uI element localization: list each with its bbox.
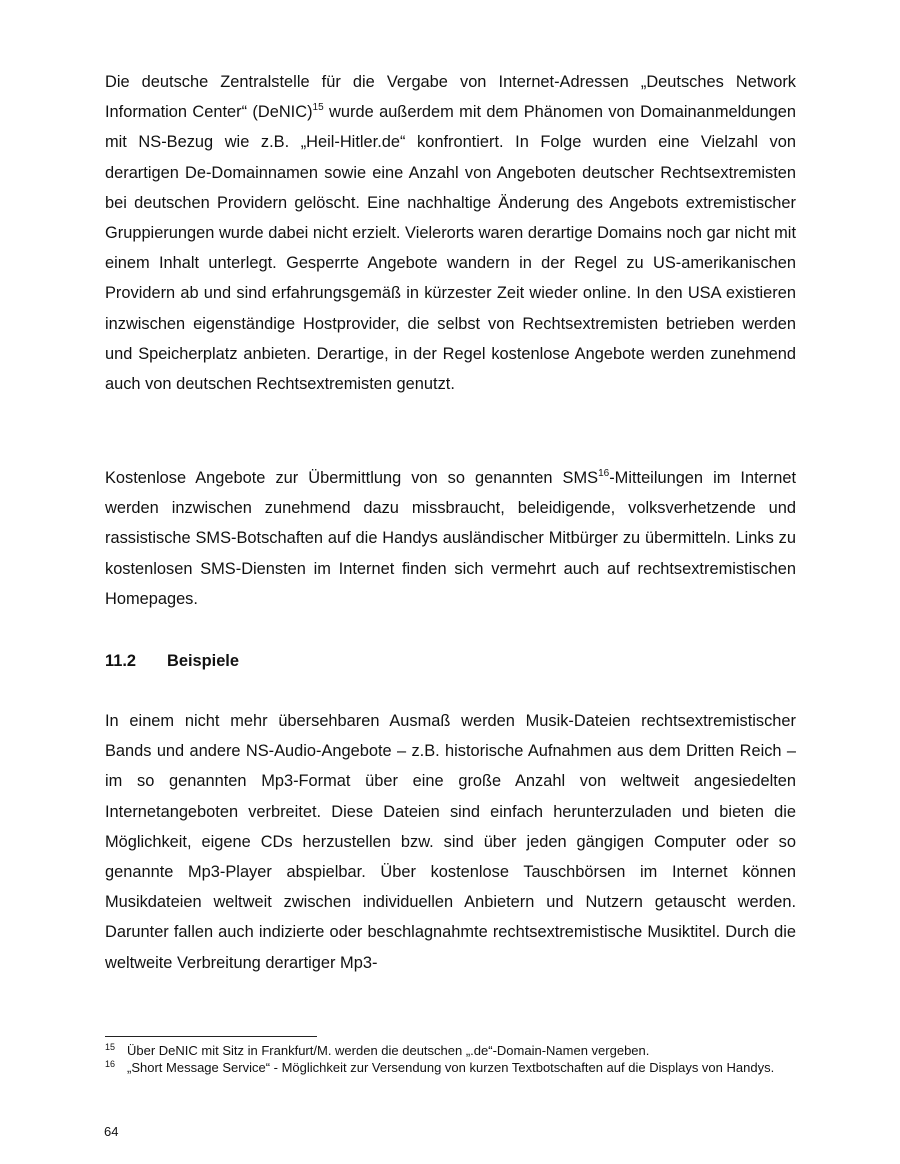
page-number: 64 bbox=[104, 1124, 119, 1139]
paragraph-sms-text-1: Kostenlose Angebote zur Übermittlung von so genannten SMS bbox=[105, 469, 599, 487]
paragraph-denic-text-2: wurde außerdem mit dem Phänomen von Domainanmeldungen mit NS-Bezug wie z.B. „Heil-Hitler.de“ konfrontiert. In Folge wurden eine Vielzahl von derartigen De-Domainnamen sowie eine Anzahl von Angeboten deutscher Rechtsextremisten bei deutschen Providern gelöscht. Eine nachhaltige Änderung des Angebots extremistischer Gruppierungen wurde dabei nicht erzielt. Vielerorts waren derartige Domains noch gar nicht mit einem Inhalt unterlegt. Gesperrte Angebote wandern in der Regel zu US-amerikanischen Providern ab und sind erfahrungsgemäß in kürzester Zeit wieder online. In den USA existieren inzwischen eigenständige Hostprovider, die selbst von Rechtsextremisten betrieben werden und Speicherplatz anbieten. Derartige, in der Regel kostenlose Angebote werden zunehmend auch von deutschen Rechtsextremisten genutzt. bbox=[105, 103, 796, 394]
footnote-text: Über DeNIC mit Sitz in Frankfurt/M. werden die deutschen „.de“-Domain-Namen vergeben. bbox=[127, 1043, 650, 1058]
footnote-ref-15: 15 bbox=[312, 101, 324, 113]
paragraph-mp3 bbox=[105, 706, 796, 978]
paragraph-sms bbox=[105, 463, 796, 614]
section-title: Beispiele bbox=[167, 652, 239, 670]
footnote-number: 16 bbox=[105, 1058, 116, 1069]
section-number: 11.2 bbox=[105, 652, 136, 670]
footnotes bbox=[105, 1043, 796, 1076]
paragraph-denic-text-1: Die deutsche Zentralstelle für die Vergabe von Internet-Adressen „Deutsches Network Information Center“ (DeNIC) bbox=[105, 73, 796, 122]
footnote-text: „Short Message Service“ - Möglichkeit zur Versendung von kurzen Textbotschaften auf die Displays von Handys. bbox=[127, 1059, 775, 1075]
footnote-16 bbox=[105, 1060, 796, 1076]
paragraph-sms-text-2: -Mitteilungen im Internet werden inzwischen zunehmend dazu missbraucht, beleidigende, volksverhetzende und rassistische SMS-Botschaften auf die Handys ausländischer Mitbürger zu übermitteln. Links zu kostenlosen SMS-Diensten im Internet finden sich vermehrt auch auf rechtsextremistischen Homepages. bbox=[105, 469, 796, 608]
footnote-15 bbox=[105, 1043, 796, 1059]
footnote-ref-16: 16 bbox=[598, 467, 610, 479]
paragraph-mp3-text: In einem nicht mehr übersehbaren Ausmaß werden Musik-Dateien rechtsextremistischer Bands und andere NS-Audio-Angebote – z.B. historische Aufnahmen aus dem Dritten Reich – im so genannten Mp3-Format über eine große Anzahl von weltweit angesiedelten Internetangeboten verbreitet. Diese Dateien sind einfach herunterzuladen und bieten die Möglichkeit, eigene CDs herzustellen bzw. sind über jeden gängigen Computer oder so genannte Mp3-Player abspielbar. Über kostenlose Tauschbörsen im Internet können Musikdateien weltweit zwischen individuellen Anbietern und Nutzern getauscht werden. Darunter fallen auch indizierte oder beschlagnahmte rechtsextremistische Musiktitel. Durch die weltweite Verbreitung derartiger Mp3- bbox=[105, 712, 796, 972]
footnote-number: 15 bbox=[105, 1042, 116, 1052]
section-heading bbox=[105, 646, 239, 676]
paragraph-denic bbox=[105, 67, 796, 399]
footnote-separator bbox=[105, 1036, 317, 1037]
